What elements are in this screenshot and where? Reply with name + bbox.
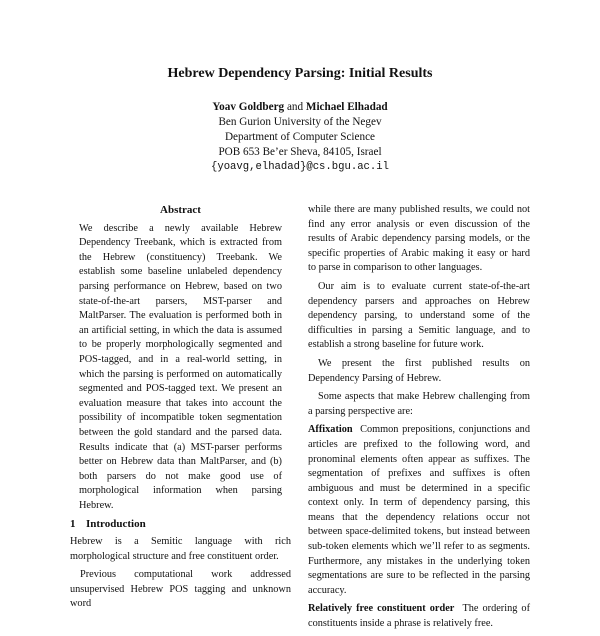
right-paragraph-2: Our aim is to evaluate current state-of-the-art dependency parsers and approaches on Hebrew dependency parsing, to understand some of the difficulties in parsing a Semitic language, and to establish a strong baseline for future work.	[308, 280, 530, 351]
email: {yoavg,elhadad}@cs.bgu.ac.il	[210, 161, 389, 173]
right-paragraph-4: Some aspects that make Hebrew challenging from a parsing perspective are:	[308, 391, 530, 417]
right-paragraph-1: while there are many published results, we could not find any error analysis or even discussion of the results of Arabic dependency parsing models, or the specific properties of Arabic making it easy or hard to parse in comparison to other languages.	[308, 204, 530, 274]
right-column	[308, 203, 530, 636]
paper-title: Hebrew Dependency Parsing: Initial Results	[167, 66, 433, 81]
section-title: Introduction	[86, 518, 146, 531]
intro-paragraph-2: Previous computational work addressed unsupervised Hebrew POS tagging and unknown word	[70, 569, 291, 610]
free-order-text: The ordering of constituents inside a phrase is relatively free.	[308, 603, 530, 630]
affixation-heading: Affixation	[308, 424, 353, 436]
affixation-paragraph	[308, 423, 530, 598]
abstract-heading: Abstract	[160, 204, 201, 216]
section-heading-introduction	[70, 517, 291, 532]
free-order-paragraph	[308, 602, 530, 631]
author-2: Michael Elhadad	[305, 101, 388, 113]
section-number: 1	[70, 518, 76, 531]
affixation-text: Common prepositions, conjunctions and articles are prefixed to the following word, and pronominal elements often appear as suffixes. The segmentation of prefixes and suffixes is often ambiguous and must be determined in a specific context only. In term of dependency parsing, this means that the dependency relations occur not between space-delimited tokens, but instead between sub-token elements which we’ll refer to as segments. Furthermore, any mistakes in the underlying token segmentations are sure to be reflected in the parsing accuracy.	[308, 424, 530, 596]
author-conjunction: and	[286, 101, 304, 113]
address: POB 653 Be’er Sheva, 84105, Israel	[218, 146, 382, 158]
free-order-heading: Relatively free constituent order	[308, 603, 455, 615]
department: Department of Computer Science	[224, 131, 376, 143]
abstract-text: We describe a newly available Hebrew Dependency Treebank, which is extracted from the Hebrew (constituency) Treebank. We establish some baseline unlabeled dependency parsing performance on Hebrew, based on two state-of-the-art parsers, MST-parser and MaltParser. The evaluation is performed both in an artificial setting, in which the data is assumed to be properly morphologically segmented and POS-tagged, and in a real-world setting, in which the parsing is performed on automatically segmented and POS-tagged text. We present an evaluation measure that takes into account the possibility of incompatible token segmentation between the gold standard and the parsed data. Results indicate that (a) MST-parser performs better on Hebrew data than MaltParser, and (b) both parsers do not make good use of morphological information when parsing Hebrew.	[79, 222, 282, 511]
author-names	[0, 100, 600, 115]
author-1: Yoav Goldberg	[212, 101, 285, 113]
left-column	[70, 203, 291, 616]
author-block	[0, 100, 600, 175]
affiliation: Ben Gurion University of the Negev	[218, 116, 382, 128]
intro-paragraph-1: Hebrew is a Semitic language with rich morphological structure and free constituent order.	[70, 536, 291, 562]
right-paragraph-3: We present the first published results on Dependency Parsing of Hebrew.	[308, 357, 530, 384]
